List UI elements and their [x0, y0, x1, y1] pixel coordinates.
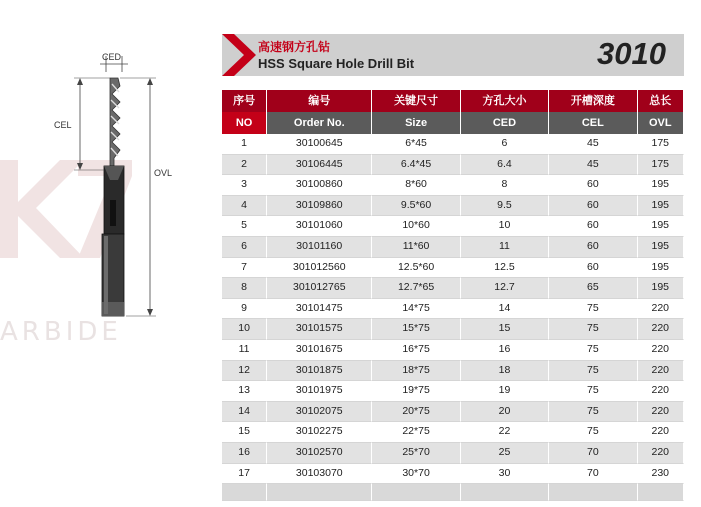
ced-label: CED	[102, 52, 122, 62]
table-cell: 15	[222, 422, 267, 443]
table-cell: 45	[549, 134, 637, 155]
table-cell: 7	[222, 258, 267, 279]
table-cell: 75	[549, 299, 637, 320]
table-cell: 30102075	[267, 402, 372, 423]
table-footer-band	[222, 484, 684, 501]
table-cell: 30109860	[267, 196, 372, 217]
table-cell: 30100645	[267, 134, 372, 155]
table-cell: 12	[222, 361, 267, 382]
table-row	[222, 299, 684, 320]
column-header-en: CED	[461, 112, 549, 134]
table-cell: 6.4*45	[372, 155, 460, 176]
table-cell: 30101975	[267, 381, 372, 402]
table-cell: 2	[222, 155, 267, 176]
table-cell: 175	[638, 134, 684, 155]
table-cell: 12.5*60	[372, 258, 460, 279]
table-cell: 30102275	[267, 422, 372, 443]
table-cell: 15*75	[372, 319, 460, 340]
table-body	[222, 134, 684, 501]
product-code: 3010	[597, 36, 666, 71]
column-header-cn: 关键尺寸	[372, 90, 460, 112]
product-header	[222, 34, 684, 76]
table-cell: 220	[638, 340, 684, 361]
table-cell: 175	[638, 155, 684, 176]
table-cell: 1	[222, 134, 267, 155]
table-cell: 60	[549, 258, 637, 279]
table-cell: 30101675	[267, 340, 372, 361]
column-header-en: NO	[222, 112, 267, 134]
table-cell: 25*70	[372, 443, 460, 464]
column-header-cn: 开槽深度	[549, 90, 637, 112]
table-cell: 30103070	[267, 464, 372, 485]
table-cell: 25	[461, 443, 549, 464]
table-cell: 6	[461, 134, 549, 155]
table-cell: 195	[638, 196, 684, 217]
table-cell: 30*70	[372, 464, 460, 485]
table-cell: 11*60	[372, 237, 460, 258]
table-cell	[372, 484, 460, 501]
header-row-en	[222, 112, 684, 134]
table-row	[222, 278, 684, 299]
table-row	[222, 381, 684, 402]
table-cell: 220	[638, 319, 684, 340]
table-cell: 16*75	[372, 340, 460, 361]
table-cell: 301012765	[267, 278, 372, 299]
table-cell: 11	[461, 237, 549, 258]
table-cell: 10	[222, 319, 267, 340]
table-row	[222, 319, 684, 340]
cel-label: CEL	[54, 120, 72, 130]
table-cell: 70	[549, 443, 637, 464]
table-cell: 45	[549, 155, 637, 176]
table-cell: 6.4	[461, 155, 549, 176]
table-cell: 4	[222, 196, 267, 217]
table-cell: 30	[461, 464, 549, 485]
table-cell: 5	[222, 216, 267, 237]
table-cell: 9.5*60	[372, 196, 460, 217]
table-cell: 30101475	[267, 299, 372, 320]
table-cell: 16	[461, 340, 549, 361]
column-header-en: Size	[372, 112, 460, 134]
table-cell: 75	[549, 361, 637, 382]
table-cell: 220	[638, 299, 684, 320]
table-cell	[267, 484, 372, 501]
table-row	[222, 443, 684, 464]
table-cell: 14	[461, 299, 549, 320]
table-cell: 12.5	[461, 258, 549, 279]
table-cell: 20*75	[372, 402, 460, 423]
table-cell: 30101060	[267, 216, 372, 237]
table-cell: 6	[222, 237, 267, 258]
table-cell: 30101160	[267, 237, 372, 258]
table-cell: 14*75	[372, 299, 460, 320]
table-cell: 3	[222, 175, 267, 196]
table-cell: 10	[461, 216, 549, 237]
table-cell: 12.7	[461, 278, 549, 299]
column-header-en: Order No.	[267, 112, 372, 134]
table-row	[222, 402, 684, 423]
table-cell: 75	[549, 422, 637, 443]
table-row	[222, 134, 684, 155]
column-header-cn: 序号	[222, 90, 267, 112]
table-cell: 10*60	[372, 216, 460, 237]
table-cell	[222, 484, 267, 501]
table-row	[222, 361, 684, 382]
table-cell: 8	[222, 278, 267, 299]
column-header-cn: 总长	[638, 90, 684, 112]
table-cell: 60	[549, 216, 637, 237]
column-header-cn: 编号	[267, 90, 372, 112]
table-row	[222, 340, 684, 361]
table-cell: 60	[549, 196, 637, 217]
column-header-en: CEL	[549, 112, 637, 134]
table-cell: 30102570	[267, 443, 372, 464]
table-cell: 17	[222, 464, 267, 485]
table-cell: 19*75	[372, 381, 460, 402]
table-cell: 220	[638, 443, 684, 464]
table-cell	[638, 484, 684, 501]
table-cell: 18*75	[372, 361, 460, 382]
table-cell: 220	[638, 381, 684, 402]
table-row	[222, 155, 684, 176]
table-cell: 14	[222, 402, 267, 423]
column-header-cn: 方孔大小	[461, 90, 549, 112]
column-header-en: OVL	[638, 112, 684, 134]
table-cell: 65	[549, 278, 637, 299]
watermark-text: ARBIDE	[0, 317, 122, 347]
table-cell: 195	[638, 258, 684, 279]
table-cell: 9.5	[461, 196, 549, 217]
table-cell: 22*75	[372, 422, 460, 443]
table-cell: 8	[461, 175, 549, 196]
table-cell: 12.7*65	[372, 278, 460, 299]
table-cell: 220	[638, 361, 684, 382]
table-row	[222, 216, 684, 237]
table-cell: 75	[549, 381, 637, 402]
product-title-cn: 高速钢方孔钻	[258, 40, 331, 54]
table-cell: 30106445	[267, 155, 372, 176]
table-cell: 60	[549, 175, 637, 196]
table-cell: 195	[638, 278, 684, 299]
table-cell: 30100860	[267, 175, 372, 196]
table-cell: 195	[638, 175, 684, 196]
table-cell: 20	[461, 402, 549, 423]
table-cell: 30101575	[267, 319, 372, 340]
table-cell	[549, 484, 637, 501]
drill-bit-illustration	[40, 40, 210, 330]
table-cell: 30101875	[267, 361, 372, 382]
table-cell: 8*60	[372, 175, 460, 196]
table-cell: 195	[638, 237, 684, 258]
table-cell: 13	[222, 381, 267, 402]
table-cell: 75	[549, 340, 637, 361]
table-row	[222, 464, 684, 485]
table-cell: 9	[222, 299, 267, 320]
table-row	[222, 258, 684, 279]
table-cell: 220	[638, 402, 684, 423]
table-cell: 15	[461, 319, 549, 340]
chevron-icon	[222, 34, 256, 76]
table-cell: 70	[549, 464, 637, 485]
table-cell: 220	[638, 422, 684, 443]
table-row	[222, 175, 684, 196]
table-cell: 18	[461, 361, 549, 382]
table-row	[222, 237, 684, 258]
ovl-label: OVL	[154, 168, 173, 178]
table-cell: 195	[638, 216, 684, 237]
table-cell: 6*45	[372, 134, 460, 155]
table-cell: 60	[549, 237, 637, 258]
table-cell	[461, 484, 549, 501]
table-cell: 75	[549, 319, 637, 340]
table-cell: 230	[638, 464, 684, 485]
table-row	[222, 196, 684, 217]
table-cell: 11	[222, 340, 267, 361]
table-cell: 75	[549, 402, 637, 423]
table-cell: 22	[461, 422, 549, 443]
table-cell: 19	[461, 381, 549, 402]
table-cell: 16	[222, 443, 267, 464]
header-row-cn	[222, 90, 684, 112]
table-row	[222, 422, 684, 443]
product-title-en: HSS Square Hole Drill Bit	[258, 56, 415, 71]
drill-bit-drawing	[40, 40, 210, 330]
spec-table	[222, 90, 684, 501]
table-cell: 301012560	[267, 258, 372, 279]
